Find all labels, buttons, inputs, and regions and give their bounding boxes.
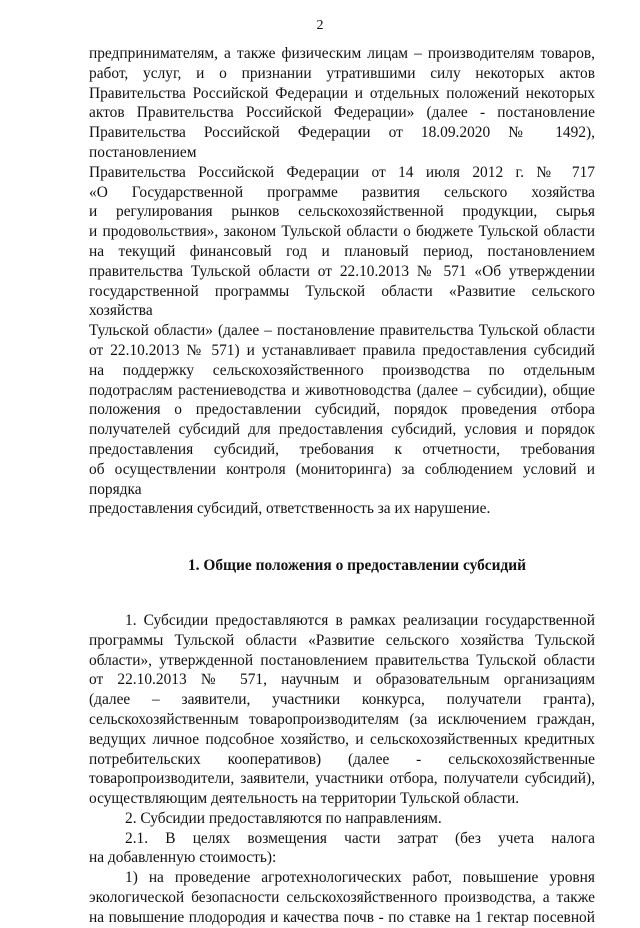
text-line: предпринимателям, а также физическим лицам – производителям товаров, — [89, 45, 595, 62]
text-line: Тульской области» (далее – постановление правительства Тульской области — [89, 322, 595, 340]
section-heading: 1. Общие положения о предоставлении субсидий — [187, 557, 526, 575]
text-line: 1. Субсидии предоставляются в рамках реализации государственной — [125, 611, 595, 629]
text-line: на текущий финансовый год и плановый период, постановлением — [89, 242, 595, 260]
text-line: от 22.10.2013 № 571, научным и образовательным организациям — [89, 671, 595, 689]
intro-paragraph — [89, 44, 595, 519]
text-line: ведущих личное подсобное хозяйство, и сельскохозяйственных кредитных — [89, 730, 595, 748]
text-line: предоставления субсидий, требования к отчетности, требования — [89, 440, 595, 458]
text-line: 2. Субсидии предоставляются по направлениям. — [125, 809, 442, 827]
text-line: и регулирования рынков сельскохозяйственной продукции, сырья — [89, 203, 595, 221]
text-line: (далее – заявители, участники конкурса, получатели гранта), — [89, 691, 595, 709]
text-line: 2.1. В целях возмещения части затрат (без учета налога — [125, 829, 595, 847]
text-line: об осуществлении контроля (мониторинга) за соблюдением условий и порядка — [89, 460, 595, 498]
text-line: потребительских кооперативов) (далее - сельскохозяйственные — [89, 750, 595, 768]
text-line: «О Государственной программе развития сельского хозяйства — [89, 183, 595, 201]
text-line: программы Тульской области «Развитие сельского хозяйства Тульской — [89, 631, 595, 649]
text-line: на добавленную стоимость): — [89, 849, 277, 867]
section-paragraphs — [89, 611, 595, 928]
text-line: предоставления субсидий, ответственность за их нарушение. — [89, 500, 491, 518]
text-line: области», утвержденной постановлением правительства Тульской области — [89, 651, 595, 669]
text-line: экологической безопасности сельскохозяйственного производства, а также — [89, 889, 595, 907]
text-line: осуществляющим деятельность на территории Тульской области. — [89, 790, 520, 808]
text-line: положения о предоставлении субсидий, порядок проведения отбора — [89, 401, 595, 419]
text-line: правительства Тульской области от 22.10.2013 № 571 «Об утверждении — [89, 262, 595, 280]
text-line: работ, услуг, и о признании утратившими силу некоторых актов — [89, 64, 595, 82]
text-line: от 22.10.2013 № 571) и устанавливает правила предоставления субсидий — [89, 341, 595, 359]
text-line: Правительства Российской Федерации от 14 июля 2012 г. № 717 — [89, 163, 595, 181]
text-line: Правительства Российской Федерации от 18.09.2020 № 1492), постановлением — [89, 124, 595, 161]
text-line: и продовольствия», законом Тульской области о бюджете Тульской области — [89, 223, 595, 241]
text-line: на поддержку сельскохозяйственного производства по отдельным — [89, 361, 595, 379]
text-line: актов Правительства Российской Федерации» (далее - постановление — [89, 104, 595, 122]
page-number: 2 — [316, 18, 324, 33]
text-line: государственной программы Тульской области «Развитие сельского хозяйства — [89, 282, 595, 320]
text-line: 1) на проведение агротехнологических работ, повышение уровня — [125, 869, 595, 887]
text-line: на повышение плодородия и качества почв - по ставке на 1 гектар посевной — [89, 908, 595, 926]
text-line: Правительства Российской Федерации и отдельных положений некоторых — [89, 84, 595, 102]
document-body — [89, 44, 595, 928]
text-line: товаропроизводители, заявители, участники отбора, получатели субсидий), — [89, 770, 595, 788]
text-line: подотраслям растениеводства и животноводства (далее – субсидии), общие — [89, 381, 595, 399]
text-line: получателей субсидий для предоставления субсидий, условия и порядок — [89, 421, 595, 439]
text-line: сельскохозяйственным товаропроизводителям (за исключением граждан, — [89, 710, 595, 728]
